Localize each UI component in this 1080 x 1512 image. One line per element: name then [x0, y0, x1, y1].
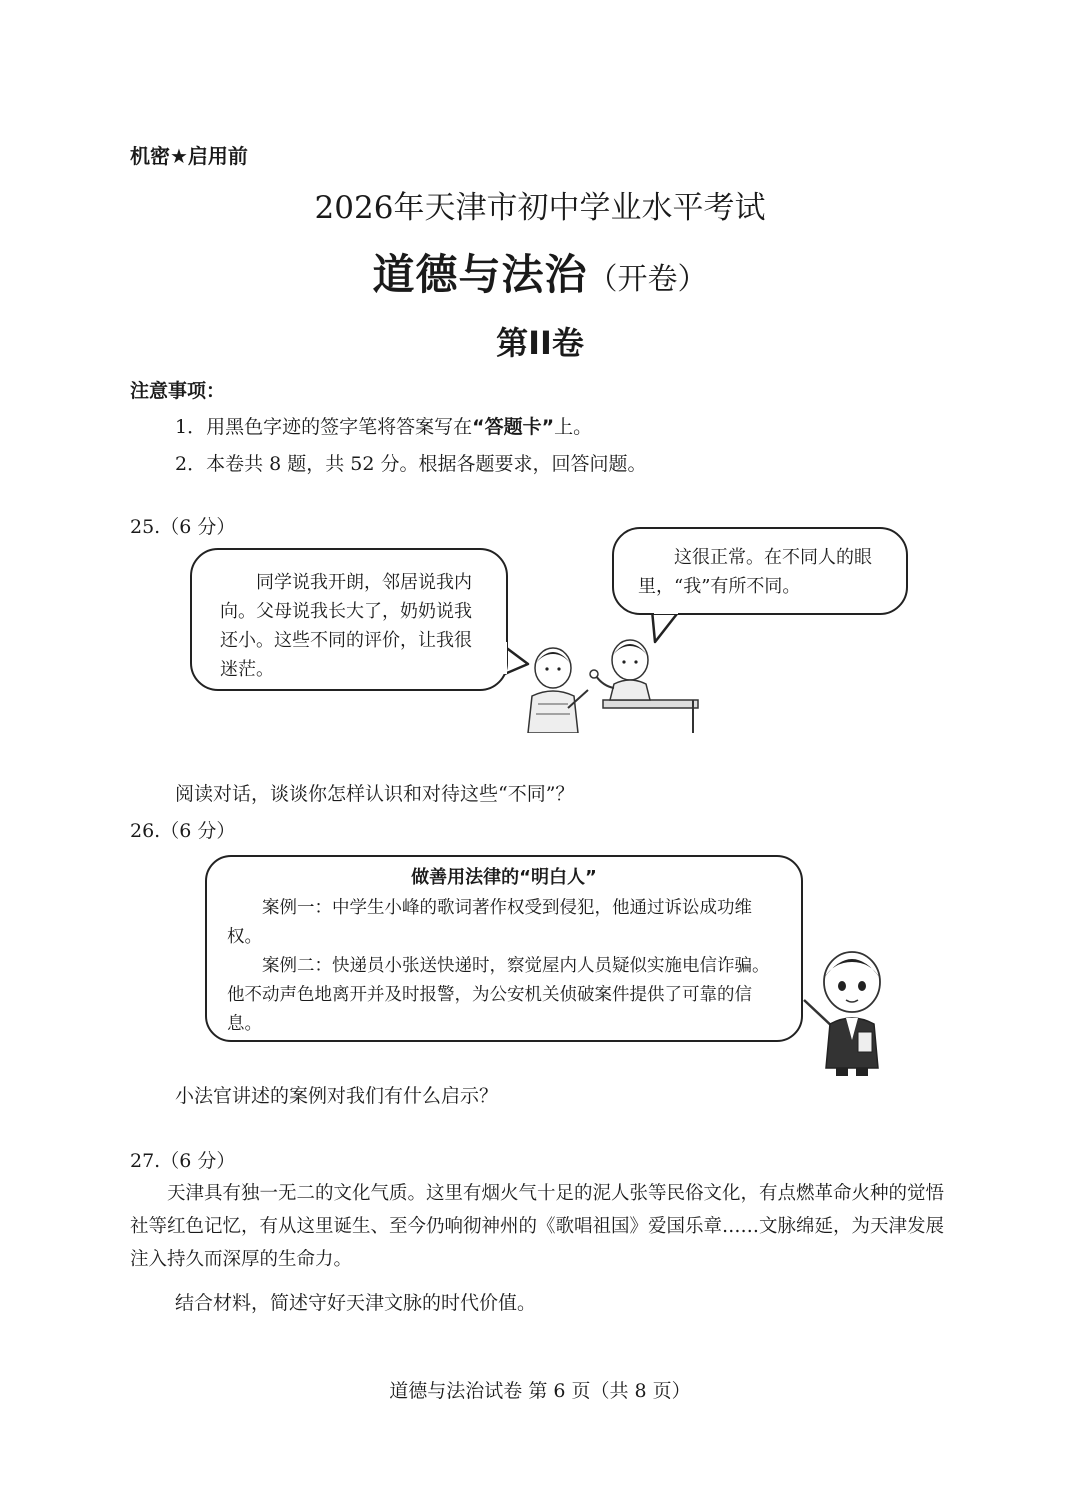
secret-mark: 机密★启用前: [130, 144, 248, 168]
notice-item-2: 2．本卷共 8 题，共 52 分。根据各题要求，回答问题。: [175, 453, 647, 475]
notice-item-1-post: 上。: [554, 416, 593, 438]
two-students-illustration: [508, 638, 708, 733]
question-25-prompt: 阅读对话，谈谈你怎样认识和对待这些“不同”？: [175, 783, 575, 805]
case-box: [205, 855, 803, 1042]
page-footer: 道德与法治试卷 第 6 页（共 8 页）: [389, 1380, 691, 1402]
case-1-text: 案例一：中学生小峰的歌词著作权受到侵犯，他通过诉讼成功维权。: [227, 898, 752, 947]
question-25-number: 25.（6 分）: [130, 516, 236, 538]
question-27-material: 天津具有独一无二的文化气质。这里有烟火气十足的泥人张等民俗文化，有点燃革命火种的觉悟社等红色记忆，有从这里诞生、至今仍响彻神州的《歌唱祖国》爱国乐章……文脉绵延，为天津发展注入持久而深厚的生命力。: [130, 1183, 945, 1270]
volume-title: 第II卷: [496, 324, 584, 362]
little-judge-illustration: [800, 948, 900, 1078]
exam-title: 2026年天津市初中学业水平考试: [314, 190, 766, 226]
case-box-title: 做善用法律的“明白人”: [411, 867, 597, 888]
notice-item-1-bold: “答题卡”: [472, 416, 555, 438]
subject-name: 道德与法治: [372, 250, 588, 299]
question-26-prompt: 小法官讲述的案例对我们有什么启示？: [175, 1085, 499, 1107]
notice-item-1-pre: 1．用黑色字迹的签字笔将答案写在: [175, 416, 473, 438]
notice-heading: 注意事项：: [130, 380, 226, 402]
question-27-prompt: 结合材料，简述守好天津文脉的时代价值。: [175, 1292, 537, 1314]
question-26-number: 26.（6 分）: [130, 820, 236, 842]
question-27-number: 27.（6 分）: [130, 1150, 236, 1172]
case-2-text: 案例二：快递员小张送快递时，察觉屋内人员疑似实施电信诈骗。他不动声色地离开并及时报警，为公安机关侦破案件提供了可靠的信息。: [227, 956, 770, 1034]
right-bubble-text: 这很正常。在不同人的眼里，“我”有所不同。: [638, 547, 872, 597]
left-bubble-text: 同学说我开朗，邻居说我内向。父母说我长大了，奶奶说我还小。这些不同的评价，让我很迷茫。: [220, 572, 472, 680]
subject-note: （开卷）: [587, 262, 708, 297]
